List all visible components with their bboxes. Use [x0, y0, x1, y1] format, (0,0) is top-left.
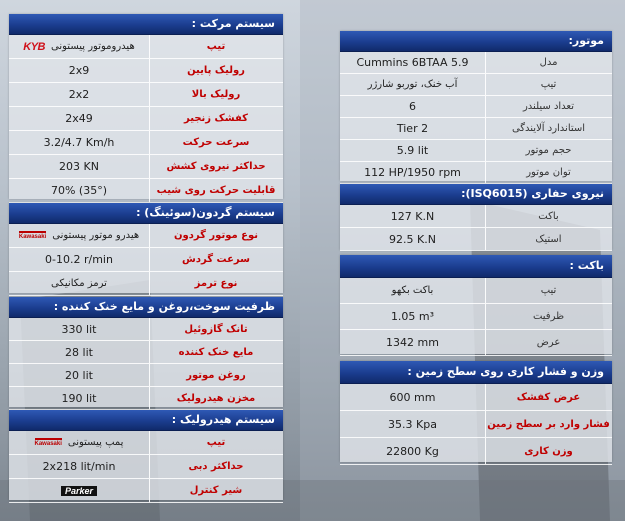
spec-value-text: Tier 2	[396, 122, 429, 135]
spec-value-text: 2x218 lit/min	[42, 460, 116, 473]
digging-force-panel	[340, 184, 612, 250]
spec-value	[9, 155, 149, 178]
spec-row	[340, 411, 612, 438]
spec-label: روغن موتور	[186, 369, 246, 381]
spec-value-text: 2x49	[65, 112, 93, 125]
spec-row	[340, 140, 612, 162]
spec-value	[9, 455, 149, 478]
spec-row	[340, 438, 612, 465]
spec-label: ظرفیت	[532, 311, 565, 322]
spec-row	[9, 179, 283, 203]
spec-label: نوع موتور گردون	[174, 230, 258, 241]
spec-value	[9, 272, 149, 295]
spec-row	[9, 341, 283, 364]
motion-system-title: سیستم مرکت :	[9, 14, 283, 35]
spec-row	[340, 278, 612, 304]
parker-logo: Parker	[61, 486, 97, 496]
spec-value-text: آب خنک، توربو شارژر	[367, 79, 458, 90]
spec-value-text: 203 KN	[59, 160, 99, 173]
spec-label: تانک گازوئیل	[184, 323, 248, 335]
hydraulic-system-title: سیستم هیدرولیک :	[9, 410, 283, 431]
spec-label: شیر کنترل	[189, 485, 243, 496]
spec-row	[340, 96, 612, 118]
spec-row	[340, 228, 612, 251]
spec-value-text: 0-10.2 r/min	[45, 253, 113, 266]
spec-label: تیپ	[540, 285, 557, 296]
spec-value	[340, 205, 485, 227]
hydraulic-system-panel	[9, 410, 283, 500]
spec-label: توان موتور	[526, 167, 571, 178]
spec-value	[340, 52, 485, 73]
spec-row	[340, 330, 612, 356]
spec-value-text: 70% (35°)	[50, 184, 108, 197]
spec-label: فشار وارد بر سطح زمین	[487, 418, 610, 430]
spec-value	[9, 224, 149, 247]
spec-value-text: 600 mm	[389, 390, 436, 404]
spec-value	[340, 140, 485, 161]
spec-value-text: Cummins 6BTAA 5.9	[356, 56, 469, 69]
spec-label: وزن کاری	[524, 445, 573, 457]
spec-row	[340, 162, 612, 184]
spec-value-text: پمپ پیستونی	[67, 437, 124, 448]
spec-row	[9, 455, 283, 479]
spec-value-text: 5.9 lit	[396, 144, 429, 157]
spec-row	[340, 118, 612, 140]
spec-label: سرعت گردش	[182, 254, 250, 265]
spec-value-text: 112 HP/1950 rpm	[364, 166, 461, 179]
spec-value	[9, 248, 149, 271]
spec-value	[9, 83, 149, 106]
spec-value-text: هیدرو موتور پیستونی	[52, 230, 140, 241]
spec-label: قابلیت حرکت روی شیب	[156, 185, 276, 196]
spec-value	[340, 96, 485, 117]
spec-value-text: 92.5 K.N	[389, 232, 436, 246]
spec-value	[9, 341, 149, 363]
spec-value	[340, 118, 485, 139]
spec-row	[9, 318, 283, 341]
kawasaki-logo: Kawasaki	[19, 231, 46, 240]
spec-value	[9, 179, 149, 202]
engine-title: موتور:	[340, 31, 612, 52]
spec-label: کفشک زنجیر	[184, 113, 248, 124]
spec-label: تیپ	[206, 41, 226, 52]
spec-value-text: 28 lit	[65, 345, 93, 359]
spec-label: استاندارد آلایندگی	[511, 123, 586, 134]
spec-value	[9, 107, 149, 130]
spec-label: مدل	[539, 57, 558, 68]
spec-value-text: 190 lit	[61, 391, 97, 405]
spec-label: استیک	[535, 233, 562, 245]
spec-label: مایع خنک کننده	[178, 346, 254, 358]
spec-value	[340, 162, 485, 183]
spec-row	[9, 83, 283, 107]
spec-label: عرض کفشک	[516, 391, 581, 403]
spec-value-text: 6	[409, 100, 416, 113]
capacity-panel	[9, 297, 283, 407]
spec-value	[340, 438, 485, 464]
spec-value-text: 2x9	[68, 64, 90, 77]
bucket-panel	[340, 255, 612, 354]
swing-system-title: سیستم گردون(سوئینگ) :	[9, 203, 283, 224]
spec-value-text: 127 K.N	[390, 209, 435, 223]
spec-row	[9, 224, 283, 248]
engine-panel	[340, 31, 612, 181]
spec-row	[9, 387, 283, 410]
bucket-title: باکت :	[340, 255, 612, 278]
spec-value	[9, 35, 149, 58]
kawasaki-logo: Kawasaki	[35, 438, 62, 447]
spec-value	[340, 411, 485, 437]
spec-label: حجم موتور	[525, 145, 572, 156]
spec-row	[340, 304, 612, 330]
spec-value-text: ترمز مکانیکی	[51, 278, 107, 289]
spec-label: حداکثر دبی	[188, 461, 244, 472]
spec-value-text: 2x2	[68, 88, 90, 101]
spec-row	[9, 155, 283, 179]
motion-system-panel	[9, 14, 283, 199]
spec-value-text: باکت بکهو	[391, 285, 434, 296]
spec-row	[9, 431, 283, 455]
spec-label: عرض	[536, 337, 561, 348]
spec-label: رولیک بالا	[191, 89, 241, 100]
digging-force-title: نیروی حفاری (ISQ6015):	[340, 184, 612, 205]
value-with-logo	[35, 437, 124, 448]
spec-value-text: 330 lit	[61, 322, 97, 336]
capacity-title: ظرفیت سوخت،روغن و مایع خنک کننده :	[9, 297, 283, 318]
weight-pressure-panel	[340, 361, 612, 462]
spec-value	[340, 74, 485, 95]
spec-row	[9, 272, 283, 296]
spec-value-text: 1.05 m³	[390, 310, 435, 323]
spec-row	[340, 205, 612, 228]
spec-label: رولیک پایین	[187, 65, 245, 76]
spec-label: سرعت حرکت	[182, 137, 250, 148]
spec-label: تعداد سیلندر	[522, 101, 575, 112]
spec-label: مخزن هیدرولیک	[176, 392, 256, 404]
spec-row	[9, 364, 283, 387]
spec-label: باکت	[538, 210, 559, 222]
swing-system-panel	[9, 203, 283, 293]
spec-value-text: 1342 mm	[386, 336, 439, 349]
spec-value	[9, 387, 149, 409]
spec-row	[340, 74, 612, 96]
spec-value	[9, 479, 149, 502]
spec-row	[9, 59, 283, 83]
spec-row	[9, 35, 283, 59]
weight-pressure-title: وزن و فشار کاری روی سطح زمین :	[340, 361, 612, 384]
spec-label: حداکثر نیروی کشش	[166, 161, 266, 172]
spec-value	[340, 330, 485, 355]
spec-label: تیپ	[540, 79, 557, 90]
spec-row	[9, 248, 283, 272]
spec-row	[340, 52, 612, 74]
spec-row	[9, 131, 283, 155]
spec-value	[340, 228, 485, 250]
spec-value-text: 20 lit	[65, 368, 93, 382]
spec-value	[9, 364, 149, 386]
spec-label: نوع ترمز	[194, 278, 238, 289]
spec-value	[9, 131, 149, 154]
spec-value-text: هیدروموتور پیستونی	[51, 41, 135, 52]
spec-value	[340, 278, 485, 303]
spec-value	[9, 431, 149, 454]
spec-row	[340, 384, 612, 411]
value-with-logo	[19, 230, 139, 241]
spec-label: تیپ	[206, 437, 226, 448]
spec-value-text: 3.2/4.7 Km/h	[43, 136, 115, 149]
spec-value	[9, 318, 149, 340]
spec-value	[9, 59, 149, 82]
spec-row	[9, 107, 283, 131]
value-with-logo	[23, 41, 134, 53]
kyb-logo: KYB	[23, 40, 46, 53]
spec-row	[9, 479, 283, 503]
spec-value-text: 35.3 Kpa	[388, 417, 437, 431]
spec-value	[340, 384, 485, 410]
spec-value-text: 22800 Kg	[386, 444, 439, 458]
spec-value	[340, 304, 485, 329]
